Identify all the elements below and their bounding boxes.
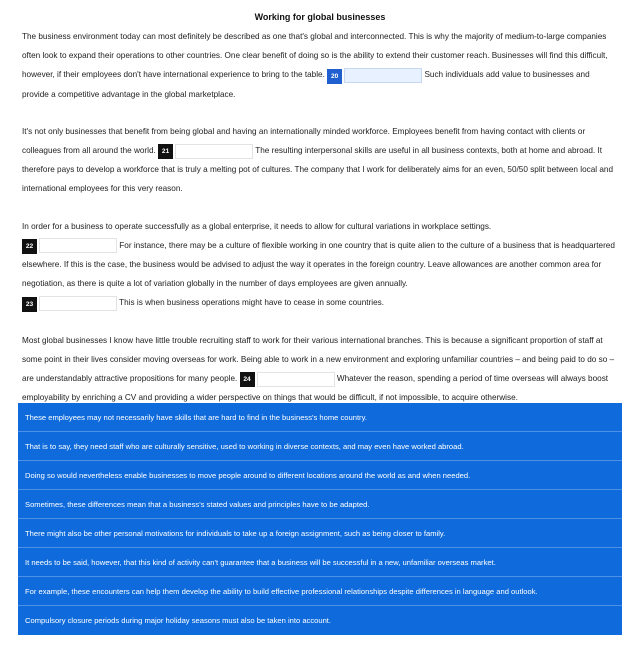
gap-21-dropzone[interactable] xyxy=(175,144,253,159)
option-item[interactable]: There might also be other personal motivations for individuals to take up a foreign assignment, such as being closer to family. xyxy=(18,519,622,548)
gap-22[interactable] xyxy=(22,238,117,253)
option-item[interactable]: These employees may not necessarily have skills that are hard to find in the business's home country. xyxy=(18,403,622,432)
paragraph-2-text-after: The resulting interpersonal skills are useful in all business contexts, both at home and abroad. It therefore pays to develop a workforce that is truly a melting pot of cultures. The company that I work for deliberately aims for an even, 50/50 split between local and international employees for this very reason. xyxy=(22,146,614,194)
option-item[interactable]: For example, these encounters can help them develop the ability to build effective professional relationships despite differences in language and outlook. xyxy=(18,577,622,606)
paragraph-1-text-after: Such individuals add value to businesses and provide a competitive advantage in the global marketplace. xyxy=(22,70,590,99)
gap-21[interactable] xyxy=(158,143,253,158)
gap-23-number: 23 xyxy=(22,297,37,312)
paragraph-4 xyxy=(22,331,618,408)
paragraph-4-text-before: Most global businesses I know have little trouble recruiting staff to work for their various international branches. This is because a significant proportion of staff at some point in their lives consider moving overseas for work. Being able to work in a new environment and exploring unfamiliar countries – and being paid to do so – are understandably attractive propositions for many people. xyxy=(22,335,615,384)
gap-24-number: 24 xyxy=(240,372,255,387)
answer-options xyxy=(18,403,622,635)
gap-23-dropzone[interactable] xyxy=(39,296,117,311)
page-title: Working for global businesses xyxy=(254,12,386,22)
gap-24-dropzone[interactable] xyxy=(257,372,335,387)
gap-21-number: 21 xyxy=(158,144,173,159)
paragraph-3-text-mid: For instance, there may be a culture of flexible working in one country that is quite alien to the culture of a business that is headquartered elsewhere. If this is the case, the business would be advised to adjust the way it operates in the foreign country. Leave allowances are another common area for negotiation, as there is quite a lot of variation globally in the number of days employees are given annually. xyxy=(22,240,615,289)
gap-22-dropzone[interactable] xyxy=(39,238,117,253)
paragraph-2 xyxy=(22,122,618,199)
option-item[interactable]: Compulsory closure periods during major holiday seasons must also be taken into account. xyxy=(18,606,622,635)
gap-20[interactable] xyxy=(327,68,422,83)
gap-24[interactable] xyxy=(240,371,335,386)
option-item[interactable]: Sometimes, these differences mean that a business's stated values and principles have to be adapted. xyxy=(18,490,622,519)
paragraph-3-text-intro: In order for a business to operate successfully as a global enterprise, it needs to allow for cultural variations in workplace settings. xyxy=(22,221,492,231)
option-item[interactable]: Doing so would nevertheless enable businesses to move people around to different locations around the world as and when needed. xyxy=(18,461,622,490)
gap-20-number: 20 xyxy=(327,69,342,84)
paragraph-3 xyxy=(22,217,618,313)
gap-20-dropzone[interactable] xyxy=(344,68,422,83)
gap-23[interactable] xyxy=(22,296,117,311)
paragraph-4-text-after: Whatever the reason, spending a period of time overseas will always boost employability by enriching a CV and providing a wider perspective on things that would be difficult, if not impossible, to acquire otherwise. xyxy=(22,374,609,403)
option-item[interactable]: It needs to be said, however, that this kind of activity can't guarantee that a business will be successful in a new, unfamiliar overseas market. xyxy=(18,548,622,577)
option-item[interactable]: That is to say, they need staff who are culturally sensitive, used to working in diverse contexts, and may even have worked abroad. xyxy=(18,432,622,461)
paragraph-1-text-before: The business environment today can most definitely be described as one that's global and interconnected. This is why the majority of medium-to-large companies often look to expand their operations to other countries. One clear benefit of doing so is the ability to extend their customer reach. Businesses will find this difficult, however, if their employees don't have international experience to bring to the table. xyxy=(22,32,608,80)
paragraph-3-text-after: This is when business operations might have to cease in some countries. xyxy=(119,298,385,308)
paragraph-2-text-before: It's not only businesses that benefit from being global and having an internationally minded workforce. Employees benefit from having contact with clients or colleagues from all around the world. xyxy=(22,126,586,156)
gap-22-number: 22 xyxy=(22,239,37,254)
paragraph-1 xyxy=(22,27,618,104)
